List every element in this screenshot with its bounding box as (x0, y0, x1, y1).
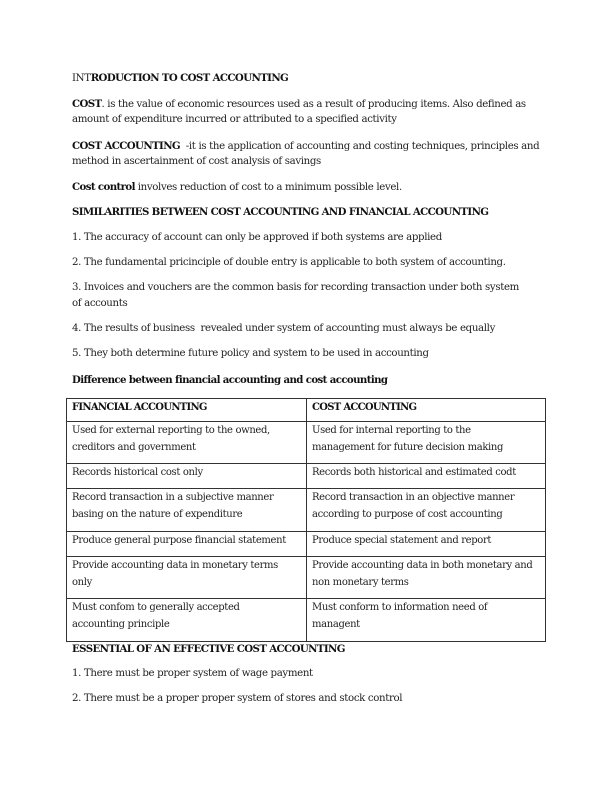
definition-text: -it is the application of accounting and costing techniques, principles and (180, 141, 540, 152)
table-row (67, 599, 546, 642)
column-header-financial: FINANCIAL ACCOUNTING (67, 399, 307, 422)
table-cell (67, 422, 307, 464)
similarities-heading: SIMILARITIES BETWEEN COST ACCOUNTING AND FINANCIAL ACCOUNTING (72, 206, 489, 218)
list-item: 3. Invoices and vouchers are the common basis for recording transaction under both system (72, 282, 519, 293)
table-cell (67, 464, 307, 489)
table-row (67, 489, 546, 532)
column-header-cost: COST ACCOUNTING (307, 399, 546, 422)
cell-line: Produce general purpose financial statement (72, 535, 286, 546)
title-prefix: INT (72, 73, 91, 84)
cell-line: Records both historical and estimated codt (312, 467, 516, 478)
table-row (67, 464, 546, 489)
table-cell (307, 489, 546, 532)
list-item-continuation: of accounts (72, 298, 128, 309)
definition-cost-accounting-line2: method in ascertainment of cost analysis of savings (72, 156, 321, 167)
table-cell (67, 532, 307, 557)
cell-line: Produce special statement and report (312, 535, 492, 546)
table-row (67, 557, 546, 599)
cell-line: Must conform to information need of (312, 602, 488, 613)
term-cost-accounting: COST ACCOUNTING (72, 140, 181, 152)
table-cell (67, 557, 307, 599)
cell-line: Records historical cost only (72, 467, 203, 478)
cell-line: Provide accounting data in both monetary and (312, 560, 533, 571)
list-item: 2. The fundamental pricinciple of double entry is applicable to both system of accounting. (72, 257, 506, 268)
cell-line: non monetary terms (312, 576, 409, 588)
cell-line: Provide accounting data in monetary terms (72, 560, 278, 571)
cell-line: Record transaction in a subjective manner (72, 492, 274, 503)
cell-line: basing on the nature of expenditure (72, 508, 243, 520)
term-cost-control: Cost control (72, 181, 135, 193)
list-item: 2. There must be a proper proper system of stores and stock control (72, 693, 403, 704)
definition-cost-accounting (72, 138, 539, 155)
cell-line: Used for external reporting to the owned, (72, 425, 270, 436)
cell-line: Record transaction in an objective manner (312, 492, 515, 503)
table-row (67, 422, 546, 464)
cell-line: Must confom to generally accepted (72, 602, 240, 613)
definition-text: . is the value of economic resources used as a result of producing items. Also defined as (101, 99, 526, 110)
table-cell (67, 489, 307, 532)
definition-cost-line2: amount of expenditure incurred or attributed to a specified activity (72, 114, 397, 125)
cell-line: creditors and government (72, 441, 196, 453)
cell-line: managent (312, 618, 360, 630)
cell-line: management for future decision making (312, 441, 504, 453)
cell-line: only (72, 576, 92, 588)
definition-text: involves reduction of cost to a minimum possible level. (134, 182, 402, 193)
comparison-table (66, 398, 546, 642)
list-item: 4. The results of business revealed under system of accounting must always be equally (72, 323, 495, 334)
table-cell (307, 464, 546, 489)
list-item: 1. There must be proper system of wage payment (72, 668, 313, 679)
page-title (72, 70, 288, 87)
difference-heading: Difference between financial accounting and cost accounting (72, 374, 388, 386)
table-cell (307, 532, 546, 557)
definition-cost (72, 96, 526, 113)
table-cell (307, 599, 546, 642)
cell-line: accounting principle (72, 618, 170, 630)
cell-line: according to purpose of cost accounting (312, 508, 503, 520)
list-item: 1. The accuracy of account can only be approved if both systems are applied (72, 232, 442, 243)
table-cell (307, 422, 546, 464)
term-cost: COST (72, 98, 102, 110)
essentials-heading: ESSENTIAL OF AN EFFECTIVE COST ACCOUNTING (72, 643, 345, 655)
list-item: 5. They both determine future policy and system to be used in accounting (72, 348, 429, 359)
cell-line: Used for internal reporting to the (312, 425, 471, 436)
title-rest: RODUCTION TO COST ACCOUNTING (90, 72, 289, 84)
table-cell (67, 599, 307, 642)
table-row (67, 532, 546, 557)
definition-cost-control (72, 179, 402, 196)
table-header-row (67, 399, 546, 422)
table-cell (307, 557, 546, 599)
